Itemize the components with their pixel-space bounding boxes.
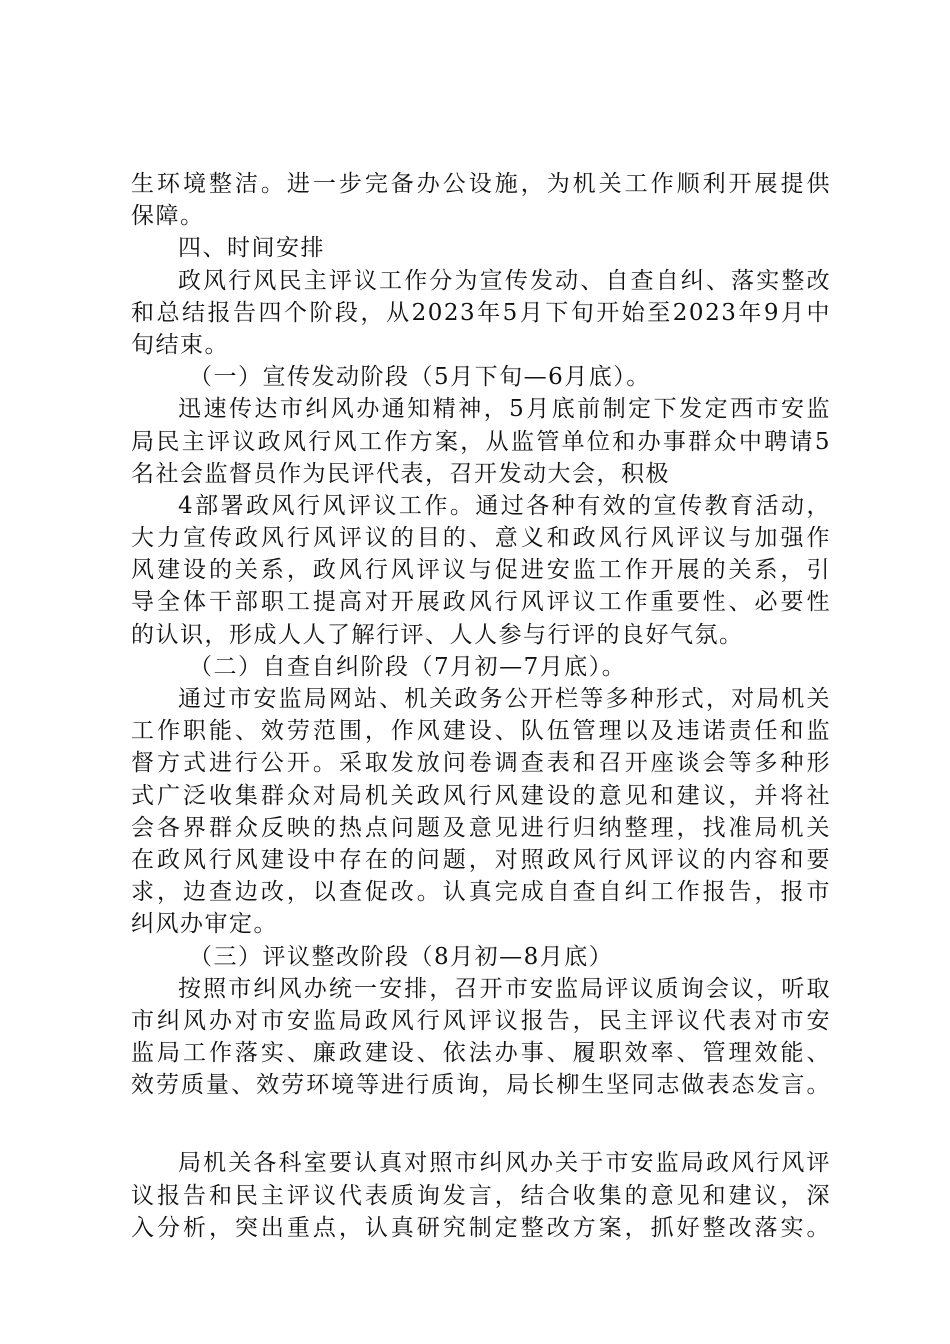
paragraph-line: 督方式进行公开。采取发放问卷调查表和召开座谈会等多种形 — [131, 750, 831, 777]
paragraph-line: 生环境整洁。进一步完备办公设施，为机关工作顺利开展提供 — [131, 171, 831, 197]
paragraph-line: 旬结束。 — [131, 331, 229, 358]
paragraph-line: 效劳质量、效劳环境等进行质询，局长柳生坚同志做表态发言。 — [131, 1072, 831, 1099]
paragraph-line: 和总结报告四个阶段，从2023年5月下旬开始至2023年9月中 — [131, 299, 831, 326]
paragraph-line: 的认识，形成人人了解行评、人人参与行评的良好气氛。 — [131, 621, 744, 648]
paragraph-gap — [131, 1101, 831, 1147]
paragraph-line: 市纠风办对市安监局政风行风评议报告，民主评议代表对市安 — [131, 1007, 831, 1034]
paragraph-line: 名社会监督员作为民评代表，召开发动大会，积极 — [131, 460, 670, 487]
paragraph-line: 入分析，突出重点，认真研究制定整改方案，抓好整改落实。 — [131, 1214, 831, 1241]
paragraph-line: 保障。 — [131, 203, 205, 230]
paragraph-line: 大力宣传政风行风评议的目的、意义和政风行风评议与加强作 — [131, 525, 831, 552]
paragraph-line: 通过市安监局网站、机关政务公开栏等多种形式，对局机关 — [178, 686, 831, 712]
subsection-heading: （三）评议整改阶段（8月初—8月底） — [189, 943, 614, 970]
paragraph-line: 式广泛收集群众对局机关政风行风建设的意见和建议，并将社 — [131, 782, 831, 809]
paragraph-line: 迅速传达市纠风办通知精神，5月底前制定下发定西市安监 — [178, 396, 831, 423]
paragraph-line: 4部署政风行风评议工作。通过各种有效的宣传教育活动， — [178, 492, 831, 519]
subsection-heading: （一）宣传发动阶段（5月下旬—6月底）。 — [189, 364, 651, 391]
paragraph-line: 按照市纠风办统一安排，召开市安监局评议质询会议，听取 — [178, 975, 831, 1002]
paragraph-line: 局民主评议政风行风工作方案，从监管单位和办事群众中聘请5 — [131, 428, 831, 455]
paragraph-line: 监局工作落实、廉政建设、依法办事、履职效率、管理效能、 — [131, 1040, 831, 1067]
paragraph-line: 工作职能、效劳范围，作风建设、队伍管理以及违诺责任和监 — [131, 718, 831, 745]
paragraph-line: 局机关各科室要认真对照市纠风办关于市安监局政风行风评 — [178, 1150, 831, 1177]
paragraph-line: 求，边查边改，以查促改。认真完成自查自纠工作报告，报市 — [131, 879, 831, 906]
paragraph-line: 在政风行风建设中存在的问题，对照政风行风评议的内容和要 — [131, 846, 831, 873]
paragraph-line: 纠风办审定。 — [131, 911, 278, 938]
paragraph-line: 政风行风民主评议工作分为宣传发动、自查自纠、落实整改 — [178, 267, 831, 294]
paragraph-line: 会各界群众反映的热点问题及意见进行归纳整理，找准局机关 — [131, 814, 831, 841]
paragraph-line: 议报告和民主评议代表质询发言，结合收集的意见和建议，深 — [131, 1182, 831, 1209]
paragraph-line: 导全体干部职工提高对开展政风行风评议工作重要性、必要性 — [131, 589, 831, 616]
document-body — [131, 168, 831, 1244]
subsection-heading: （二）自查自纠阶段（7月初—7月底）。 — [189, 653, 627, 680]
paragraph-line: 风建设的关系，政风行风评议与促进安监工作开展的关系，引 — [131, 557, 831, 584]
section-heading: 四、时间安排 — [178, 235, 325, 262]
